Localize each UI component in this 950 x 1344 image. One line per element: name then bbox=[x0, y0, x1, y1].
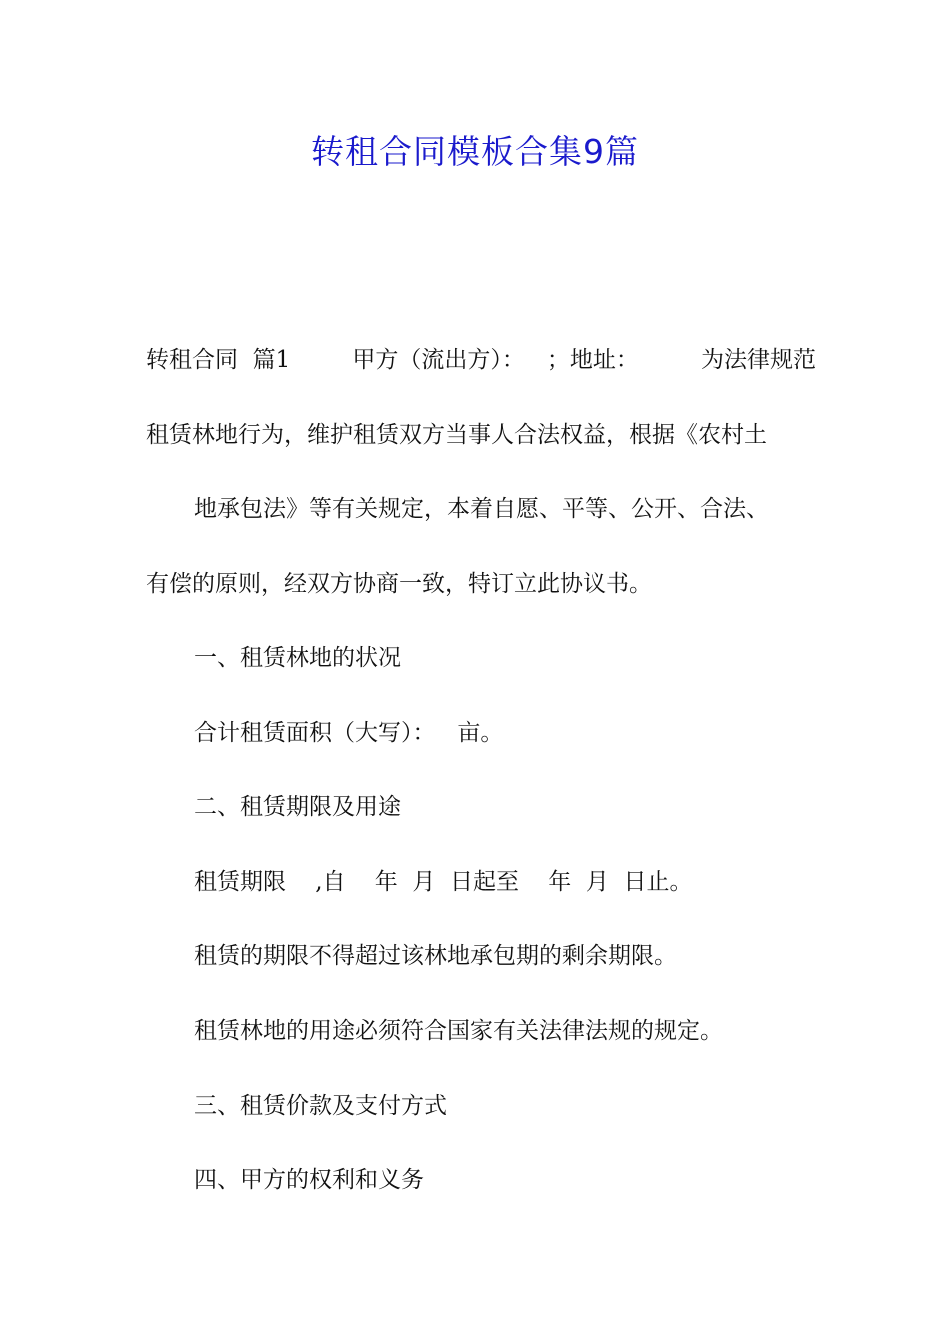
lease-usage-line: 租赁林地的用途必须符合国家有关法律法规的规定。 bbox=[194, 1018, 723, 1044]
lease-term-limit: 租赁的期限不得超过该林地承包期的剩余期限。 bbox=[194, 943, 677, 969]
section-heading-2: 二、租赁期限及用途 bbox=[194, 794, 401, 820]
section-heading-1: 一、租赁林地的状况 bbox=[194, 645, 401, 671]
preamble-line-2: 租赁林地行为，维护租赁双方当事人合法权益，根据《农村土 bbox=[146, 422, 767, 448]
document-title: 转租合同模板合集9篇 bbox=[311, 132, 639, 171]
party-a-field: 甲方（流出方）： ；地址： bbox=[352, 347, 639, 373]
section-heading-3: 三、租赁价款及支付方式 bbox=[194, 1093, 447, 1119]
contract-first-line bbox=[146, 343, 816, 377]
preamble-start: 为法律规范 bbox=[700, 347, 816, 373]
contract-heading: 转租合同 篇1 bbox=[146, 347, 291, 373]
section-heading-4: 四、甲方的权利和义务 bbox=[194, 1167, 424, 1193]
lease-area-line: 合计租赁面积（大写）： 亩。 bbox=[194, 720, 504, 746]
lease-term-line: 租赁期限 ,自 年 月 日起至 年 月 日止。 bbox=[194, 869, 693, 895]
preamble-line-3: 地承包法》等有关规定，本着自愿、平等、公开、合法、 bbox=[194, 496, 769, 522]
preamble-line-4: 有偿的原则，经双方协商一致，特订立此协议书。 bbox=[146, 571, 652, 597]
